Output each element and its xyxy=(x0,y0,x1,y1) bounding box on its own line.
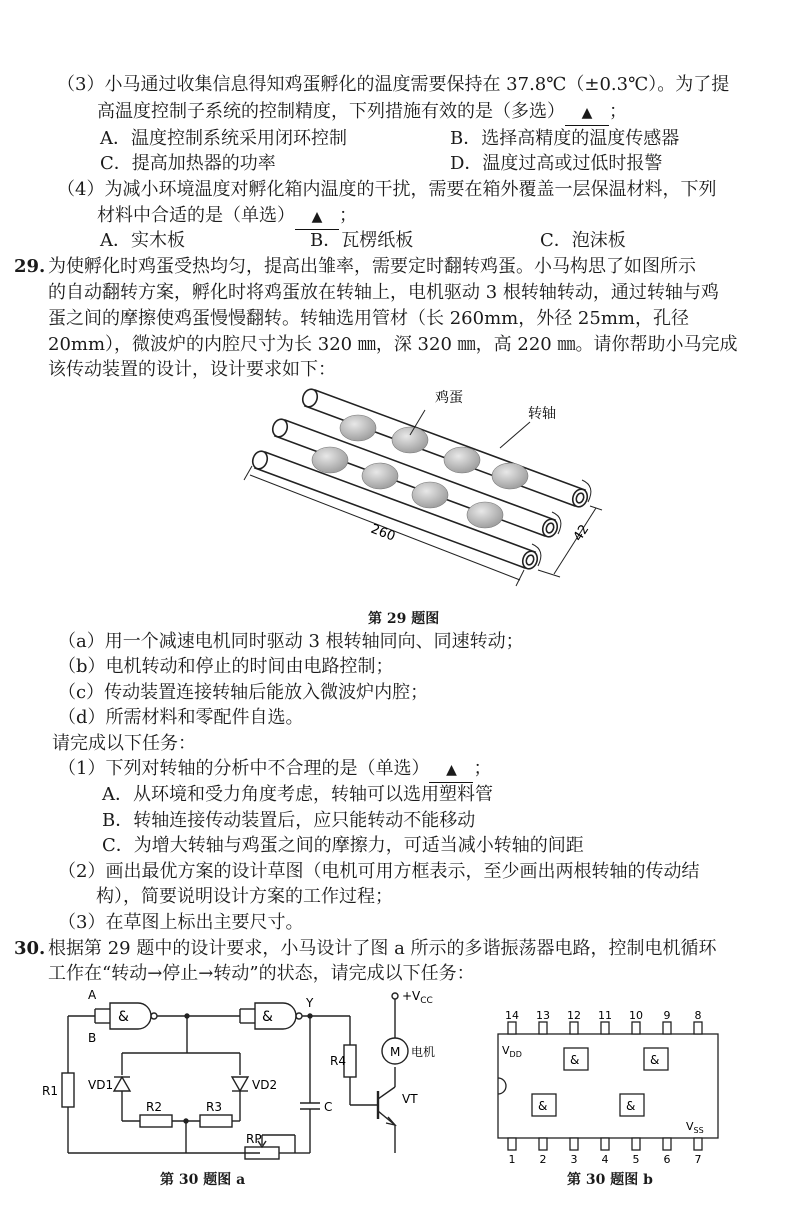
label-vss: $V_{SS}$ xyxy=(686,1120,704,1135)
ic-pin xyxy=(539,1138,547,1150)
resistor-r2 xyxy=(140,1115,172,1127)
task-2-line2: 构），简要说明设计方案的工作过程； xyxy=(96,886,393,907)
q4-option-b: B．瓦楞纸板 xyxy=(310,230,414,251)
label-vd1: VD1 xyxy=(88,1078,114,1092)
q3-option-a: A．温度控制系统采用闭环控制 xyxy=(100,128,347,149)
ic-pin-number: 7 xyxy=(694,1153,702,1166)
label-egg: 鸡蛋 xyxy=(435,390,463,406)
ic-gate-symbol: & xyxy=(538,1099,548,1113)
q29-line5: 该传动装置的设计，设计要求如下： xyxy=(48,359,336,380)
task-intro: 请完成以下任务： xyxy=(52,733,196,754)
label-vd2: VD2 xyxy=(252,1078,278,1092)
q3-line1: （3）小马通过收集信息得知鸡蛋孵化的温度需要保持在 37.8℃（±0.3℃）。为了提 xyxy=(57,74,730,95)
answer-blank: ▲ xyxy=(429,758,473,783)
q29-line2: 的自动翻转方案，孵化时将鸡蛋放在转轴上，电机驱动 3 根转轴转动，通过转轴与鸡 xyxy=(48,282,719,303)
ic-pin xyxy=(539,1022,547,1034)
q4-line2: 材料中合适的是（单选） ▲ ； xyxy=(97,204,357,230)
ic-pin xyxy=(601,1138,609,1150)
q29-line4: 20mm），微波炉的内腔尺寸为长 320 ㎜，深 320 ㎜，高 220 ㎜。请你帮助小马完成 xyxy=(48,334,738,355)
nand-gate-1 xyxy=(110,1003,151,1029)
figure-30a-circuit xyxy=(40,985,460,1170)
label-vcc: $+V_{CC}$ xyxy=(402,989,433,1006)
ic-pins xyxy=(508,1022,702,1150)
label-r4: R4 xyxy=(330,1054,346,1068)
ic-pin-number: 8 xyxy=(694,1010,702,1022)
ic-pin xyxy=(601,1022,609,1034)
ic-pin xyxy=(508,1138,516,1150)
ic-pin-number: 6 xyxy=(663,1153,671,1166)
ic-pin-number: 5 xyxy=(632,1153,640,1166)
label-vdd: $V_{DD}$ xyxy=(502,1044,522,1059)
q3-line2: 高温度控制子系统的控制精度，下列措施有效的是（多选） ▲ ； xyxy=(97,100,627,126)
figure-29-caption: 第 29 题图 xyxy=(368,611,440,627)
label-r2: R2 xyxy=(146,1100,162,1114)
ic-pin xyxy=(570,1138,578,1150)
label-r1: R1 xyxy=(42,1084,58,1098)
task-1: （1）下列对转轴的分析中不合理的是（单选） ▲ ； xyxy=(58,757,491,783)
task-3: （3）在草图上标出主要尺寸。 xyxy=(58,912,304,933)
ic-gate-symbol: & xyxy=(650,1053,660,1067)
requirement-a: （a）用一个减速电机同时驱动 3 根转轴同向、同速转动； xyxy=(58,631,524,652)
task-1-option-c: C．为增大转轴与鸡蛋之间的摩擦力，可适当减小转轴的间距 xyxy=(102,835,584,856)
gate2-symbol: & xyxy=(262,1009,273,1025)
task-1-option-a: A．从环境和受力角度考虑，转轴可以选用塑料管 xyxy=(102,784,493,805)
ic-pin-number: 10 xyxy=(629,1010,643,1022)
ic-pin-number: 11 xyxy=(598,1010,612,1022)
task-2-line1: （2）画出最优方案的设计草图（电机可用方框表示，至少画出两根转轴的传动结 xyxy=(58,861,700,882)
label-rp: RP xyxy=(246,1132,262,1146)
ic-pin-number: 2 xyxy=(539,1153,547,1166)
diode-vd2 xyxy=(232,1077,248,1091)
dim-width: 42 xyxy=(570,522,593,545)
q4-line1: （4）为减小环境温度对孵化箱内温度的干扰，需要在箱外覆盖一层保温材料，下列 xyxy=(57,179,717,200)
ic-pin-number: 13 xyxy=(536,1010,550,1022)
ic-pin xyxy=(663,1138,671,1150)
q3-option-c: C．提高加热器的功率 xyxy=(100,153,276,174)
requirement-d: （d）所需材料和零配件自选。 xyxy=(58,707,304,728)
q29-line3: 蛋之间的摩擦使鸡蛋慢慢翻转。转轴选用管材（长 260mm，外径 25mm，孔径 xyxy=(48,308,689,329)
figure-30a-caption: 第 30 题图 a xyxy=(160,1172,246,1188)
label-shaft: 转轴 xyxy=(528,406,556,422)
ic-gate-symbol: & xyxy=(570,1053,580,1067)
label-a: A xyxy=(88,988,97,1002)
q30-number: 30. xyxy=(14,938,46,959)
label-y: Y xyxy=(306,996,314,1010)
dim-length: 260 xyxy=(368,521,398,545)
figure-30b-ic xyxy=(490,1010,730,1168)
q29-number: 29. xyxy=(14,256,46,277)
ic-pin xyxy=(694,1138,702,1150)
answer-blank: ▲ xyxy=(565,101,609,126)
ic-notch xyxy=(498,1078,506,1094)
ic-pin xyxy=(570,1022,578,1034)
ic-pin-number: 4 xyxy=(601,1153,609,1166)
diode-vd1 xyxy=(114,1077,130,1091)
gate1-symbol: & xyxy=(118,1009,129,1025)
figure-30b-caption: 第 30 题图 b xyxy=(567,1172,653,1188)
q29-line1: 为使孵化时鸡蛋受热均匀，提高出雏率，需要定时翻转鸡蛋。小马构思了如图所示 xyxy=(48,256,696,277)
ic-pin-number: 1 xyxy=(508,1153,516,1166)
ic-gate-symbol: & xyxy=(626,1099,636,1113)
q4-option-a: A．实木板 xyxy=(100,230,185,251)
task-1-option-b: B．转轴连接传动装置后，应只能转动不能移动 xyxy=(102,810,476,831)
ic-pin xyxy=(694,1022,702,1034)
label-b: B xyxy=(88,1031,97,1045)
ic-pin xyxy=(508,1022,516,1034)
label-m: M xyxy=(390,1045,401,1059)
ic-body xyxy=(498,1034,718,1138)
label-r3: R3 xyxy=(206,1100,222,1114)
ic-pin xyxy=(632,1138,640,1150)
label-motor: 电机 xyxy=(411,1045,436,1059)
q4-option-c: C．泡沫板 xyxy=(540,230,626,251)
ic-pin xyxy=(632,1022,640,1034)
ic-pin-number: 3 xyxy=(570,1153,578,1166)
ic-pin-number: 14 xyxy=(505,1010,519,1022)
ic-pin-number: 9 xyxy=(663,1010,671,1022)
resistor-r3 xyxy=(200,1115,232,1127)
answer-blank: ▲ xyxy=(295,205,339,230)
figure-29-shafts xyxy=(230,380,630,610)
resistor-r1 xyxy=(62,1073,74,1107)
q30-line1: 根据第 29 题中的设计要求，小马设计了图 a 所示的多谐振荡器电路，控制电机循环 xyxy=(48,938,717,959)
requirement-b: （b）电机转动和停止的时间由电路控制； xyxy=(58,656,394,677)
q3-option-b: B．选择高精度的温度传感器 xyxy=(450,128,680,149)
ic-pin xyxy=(663,1022,671,1034)
requirement-c: （c）传动装置连接转轴后能放入微波炉内腔； xyxy=(58,682,429,703)
q3-option-d: D．温度过高或过低时报警 xyxy=(450,153,663,174)
q30-line2: 工作在“转动→停止→转动”的状态，请完成以下任务： xyxy=(48,963,475,984)
label-vt: VT xyxy=(402,1092,418,1106)
ic-pin-number: 12 xyxy=(567,1010,581,1022)
label-c: C xyxy=(324,1100,333,1114)
